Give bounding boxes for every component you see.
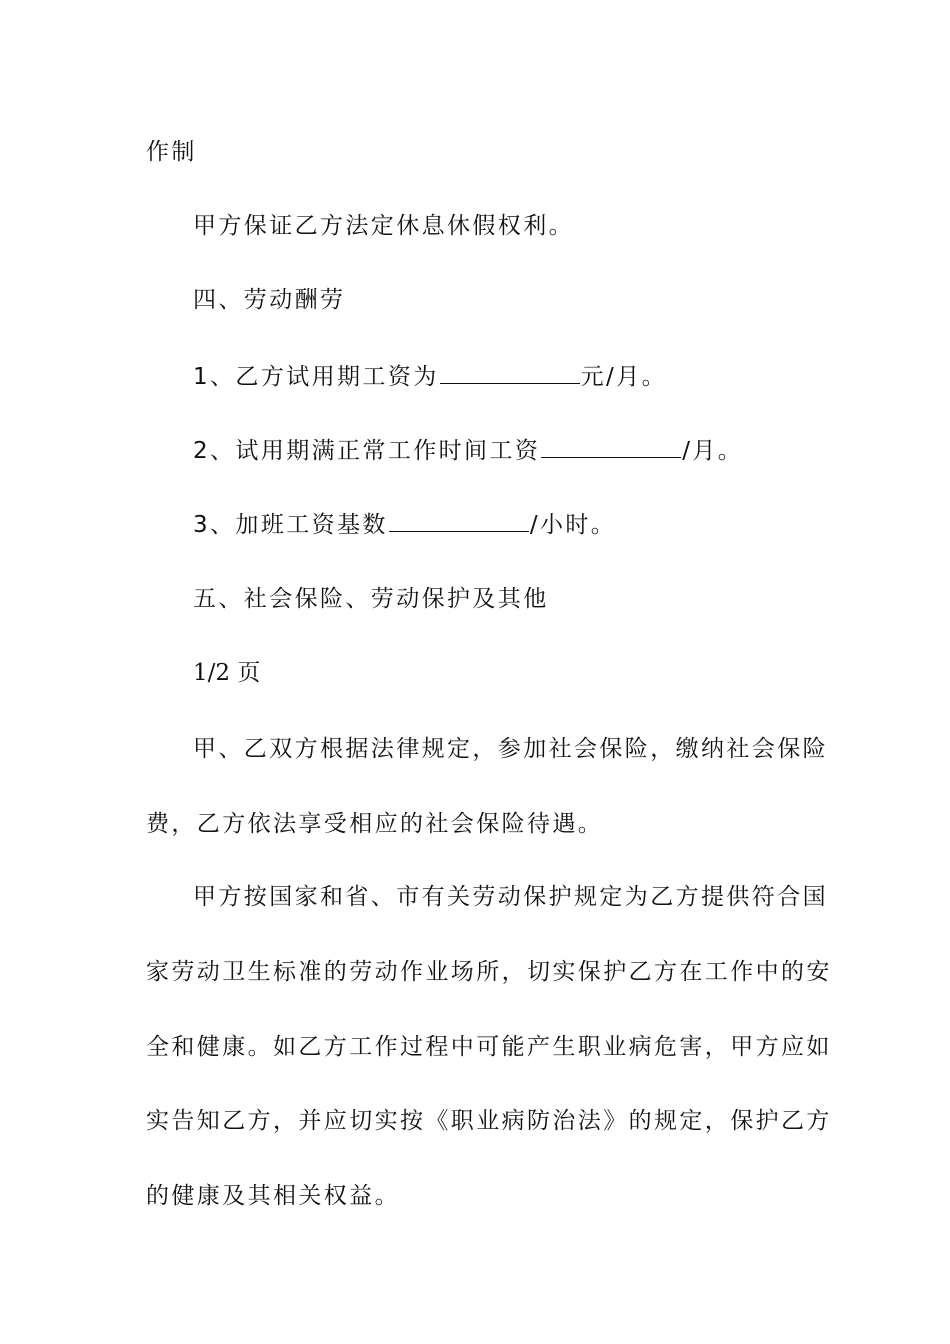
section-heading: 四、劳动酬劳 [193, 287, 346, 313]
salary-clause-line [193, 361, 863, 392]
fill-blank [541, 435, 681, 458]
clause-text: 1、乙方试用期工资为 [193, 364, 439, 390]
paragraph-line: 甲、乙双方根据法律规定，参加社会保险，缴纳社会保险 [193, 736, 828, 762]
paragraph-line: 全和健康。如乙方工作过程中可能产生职业病危害，甲方应如 [146, 1034, 832, 1060]
section-heading: 五、社会保险、劳动保护及其他 [193, 586, 549, 612]
clause-text: 元/月。 [580, 364, 667, 390]
paragraph-line: 家劳动卫生标准的劳动作业场所，切实保护乙方在工作中的安 [146, 959, 832, 985]
paragraph-line: 费，乙方依法享受相应的社会保险待遇。 [146, 811, 604, 837]
clause-text: /月。 [682, 438, 744, 464]
clause-text: /小时。 [529, 512, 617, 538]
paragraph-line: 实告知乙方，并应切实按《职业病防治法》的规定，保护乙方 [146, 1108, 832, 1134]
salary-clause-line [193, 509, 863, 540]
clause-text: 2、试用期满正常工作时间工资 [193, 438, 541, 464]
clause-text: 3、加班工资基数 [193, 512, 388, 538]
fill-blank [440, 361, 580, 384]
paragraph-line: 的健康及其相关权益。 [146, 1183, 400, 1209]
paragraph-line: 甲方按国家和省、市有关劳动保护规定为乙方提供符合国 [193, 884, 828, 910]
paragraph-line: 作制 [146, 139, 197, 165]
paragraph-line: 甲方保证乙方法定休息休假权利。 [193, 213, 574, 239]
page-number: 1/2 页 [193, 660, 261, 686]
fill-blank [389, 509, 529, 532]
salary-clause-line [193, 435, 863, 466]
